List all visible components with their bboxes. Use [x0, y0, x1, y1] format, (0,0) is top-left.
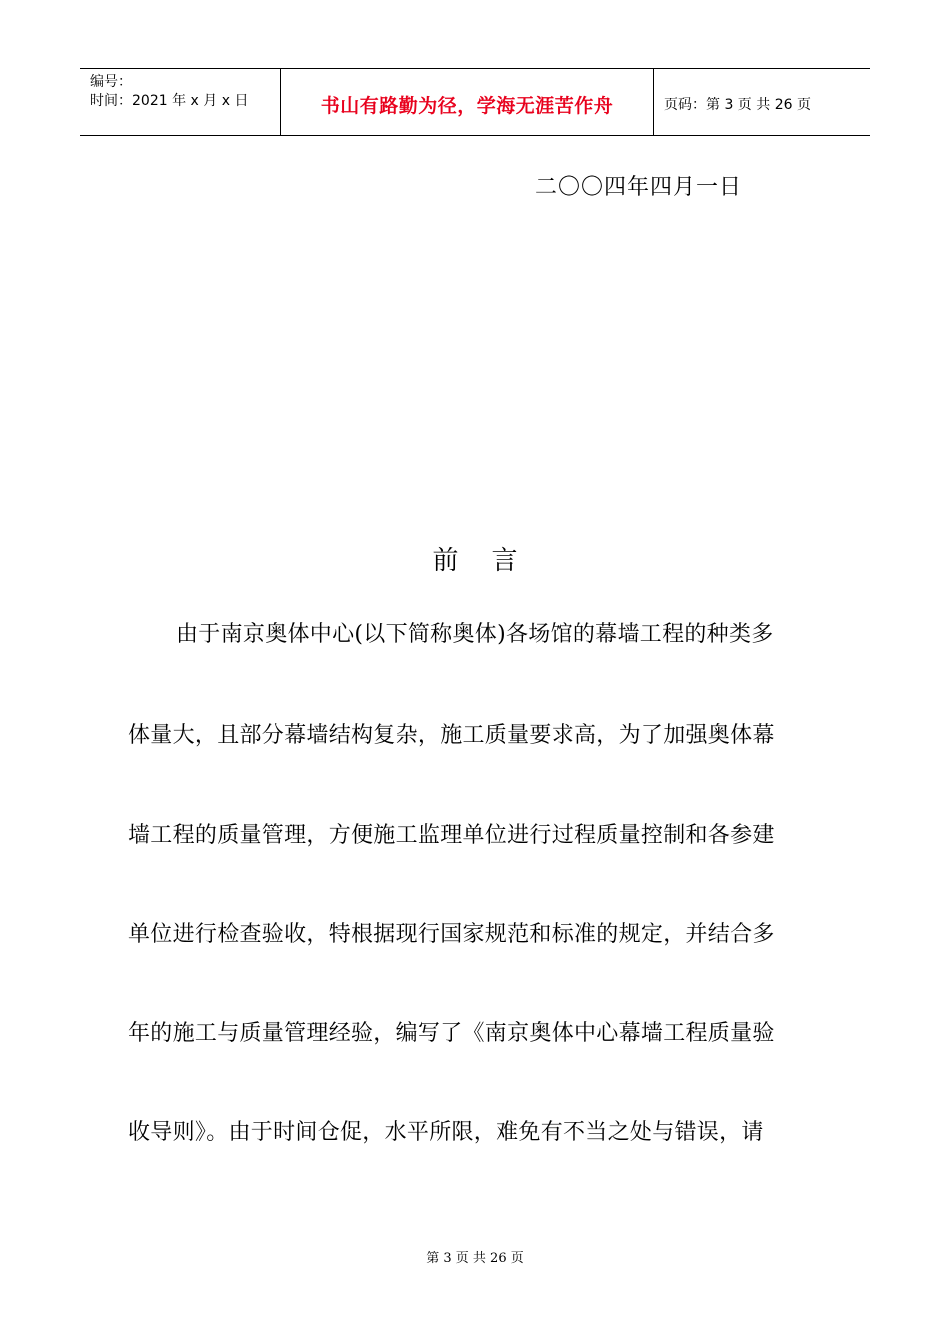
header-page-info: 页码：第 3 页 共 26 页 [664, 97, 811, 113]
paragraph-line: 墙工程的质量管理，方便施工监理单位进行过程质量控制和各参建 [128, 823, 775, 848]
document-date: 二〇〇四年四月一日 [535, 175, 743, 200]
number-label: 编号： [90, 74, 132, 90]
page-footer: 第 3 页 共 26 页 [426, 1251, 524, 1266]
paragraph-line: 单位进行检查验收，特根据现行国家规范和标准的规定，并结合多 [128, 922, 775, 947]
header-page-cell [654, 69, 870, 135]
paragraph-line: 体量大，且部分幕墙结构复杂，施工质量要求高，为了加强奥体幕 [128, 723, 775, 748]
header-motto-cell [281, 69, 654, 135]
paragraph-line: 年的施工与质量管理经验，编写了《南京奥体中心幕墙工程质量验 [128, 1021, 775, 1046]
paragraph-line: 收导则》。由于时间仓促，水平所限，难免有不当之处与错误，请 [128, 1120, 764, 1145]
page-header [80, 68, 870, 136]
header-motto: 书山有路勤为径，学海无涯苦作舟 [320, 94, 614, 117]
time-label: 时间：2021 年 x 月 x 日 [90, 93, 249, 109]
section-title: 前 言 [432, 546, 518, 576]
header-meta-cell [80, 69, 281, 135]
paragraph-line: 由于南京奥体中心(以下简称奥体)各场馆的幕墙工程的种类多 [176, 622, 774, 647]
